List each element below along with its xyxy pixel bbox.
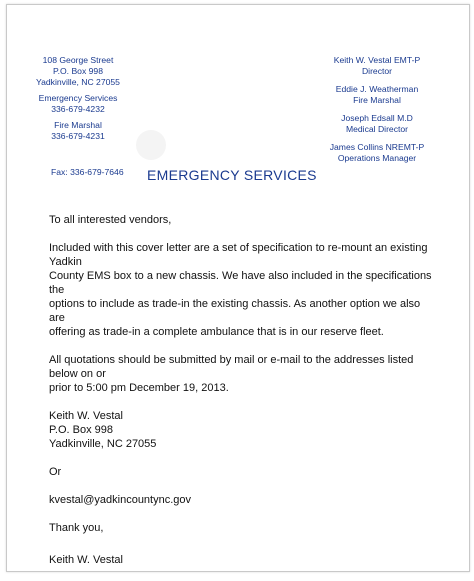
letter-page <box>6 4 470 572</box>
paragraph-line: All quotations should be submitted by mail or e-mail to the addresses listed below on or <box>49 354 414 380</box>
letter-body <box>49 213 439 581</box>
mailing-address <box>23 55 133 88</box>
city-line: Yadkinville, NC 27055 <box>36 77 120 87</box>
fire-label: Fire Marshal <box>54 120 102 130</box>
po-box-line: P.O. Box 998 <box>52 66 103 76</box>
letterhead-title: EMERGENCY SERVICES <box>147 167 317 183</box>
dept-phone: 336-679-4232 <box>51 104 105 114</box>
paragraph-specifications <box>49 241 439 339</box>
staff-name: Joseph Edsall M.D <box>341 113 413 123</box>
staff-name: James Collins NREMT-P <box>329 142 425 152</box>
staff-entry <box>307 84 447 106</box>
paragraph-line: offering as trade-in a complete ambulance that is in our reserve fleet. <box>49 326 384 338</box>
staff-entry <box>307 142 447 164</box>
salutation: To all interested vendors, <box>49 214 172 226</box>
paragraph-line: prior to 5:00 pm December 19, 2013. <box>49 382 229 394</box>
fax-number: Fax: 336-679-7646 <box>51 167 124 177</box>
closing: Thank you, <box>49 522 104 534</box>
letterhead-staff-list <box>307 55 447 171</box>
paragraph-quotations <box>49 353 439 395</box>
paragraph-line: Included with this cover letter are a set of specification to re-mount an existing Yadkin <box>49 242 428 268</box>
staff-role: Operations Manager <box>337 153 417 163</box>
paragraph-line: options to include as trade-in the existing chassis. As another option we also are <box>49 298 421 324</box>
address-name: Keith W. Vestal <box>49 410 123 422</box>
address-po-box: P.O. Box 998 <box>49 424 114 436</box>
staff-role: Fire Marshal <box>353 95 401 105</box>
address-city: Yadkinville, NC 27055 <box>49 438 157 450</box>
emblem-icon <box>131 125 171 165</box>
dept-label: Emergency Services <box>38 93 118 103</box>
email-address: kvestal@yadkincountync.gov <box>49 494 192 506</box>
staff-role: Director <box>361 66 393 76</box>
staff-entry <box>307 113 447 135</box>
signature-name: Keith W. Vestal <box>49 554 123 566</box>
staff-name: Keith W. Vestal EMT-P <box>333 55 421 65</box>
fire-marshal-contact <box>23 120 133 142</box>
submission-address <box>49 409 439 451</box>
fire-phone: 336-679-4231 <box>51 131 105 141</box>
staff-role: Medical Director <box>345 124 409 134</box>
staff-entry <box>307 55 447 77</box>
letterhead-left-block <box>23 55 133 147</box>
emergency-services-contact <box>23 93 133 115</box>
paragraph-line: County EMS box to a new chassis. We have also included in the specifications the <box>49 270 432 296</box>
street-line: 108 George Street <box>42 55 114 65</box>
or-text: Or <box>49 466 62 478</box>
staff-name: Eddie J. Weatherman <box>335 84 419 94</box>
